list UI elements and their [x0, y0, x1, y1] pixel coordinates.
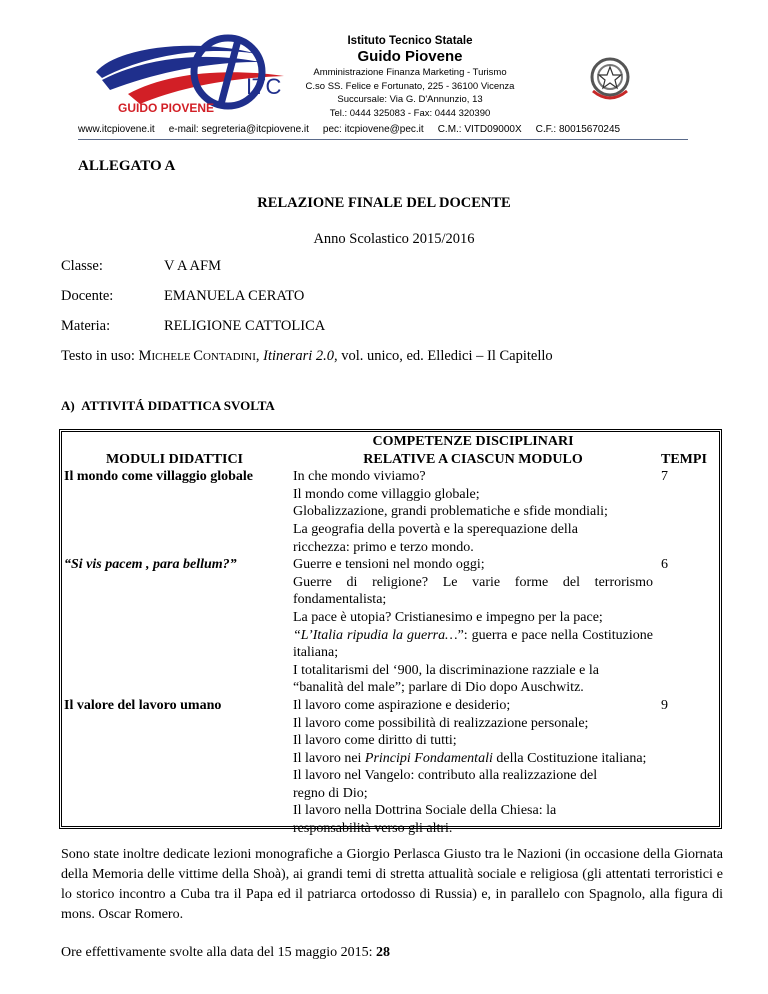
competence-line: La pace è utopia? Cristianesimo e impegno per la pace; [293, 609, 603, 625]
competence-line [293, 750, 653, 768]
competence-part: della Costituzione italiana; [492, 750, 647, 766]
hours-value: 28 [376, 945, 391, 960]
docente-label: Docente: [61, 288, 114, 304]
module-time: 7 [661, 469, 668, 485]
school-info [300, 34, 520, 120]
logo-itc-text: ITC [246, 74, 282, 99]
modules-table [60, 430, 721, 838]
competence-line: Il lavoro come diritto di tutti; [293, 733, 457, 749]
module-competences [289, 556, 657, 697]
competence-line: Guerre di religione? Le varie forme del terrorismo fondamentalista; [293, 574, 653, 608]
competence-line: regno di Dio; [293, 785, 368, 801]
hours-label: Ore effettivamente svolte alla data del 15 maggio 2015: [61, 945, 377, 960]
competence-line: Il lavoro come possibilità di realizzazione personale; [293, 715, 589, 731]
module-name: Il valore del lavoro umano [64, 697, 222, 713]
school-phone: Tel.: 0444 325083 - Fax: 0444 320390 [329, 107, 491, 119]
header-competenze-l2: RELATIVE A CIASCUN MODULO [363, 451, 583, 467]
competence-line: ricchezza: primo e terzo mondo. [293, 539, 474, 555]
table-header-row [60, 430, 721, 468]
competence-line: I totalitarismi del ‘900, la discriminazione razziale e la [293, 662, 599, 678]
competence-line: Il lavoro nel Vangelo: contributo alla realizzazione del [293, 768, 598, 784]
cm-code: C.M.: VITD09000X [437, 124, 522, 135]
school-branch: Succursale: Via G. D'Annunzio, 13 [337, 94, 483, 105]
cf-code: C.F.: 80015670245 [535, 124, 621, 135]
docente-value: EMANUELA CERATO [164, 288, 305, 304]
pec-link[interactable]: pec: itcpiovene@pec.it [322, 124, 424, 135]
module-name: “Si vis pacem , para bellum?” [64, 557, 237, 573]
module-time: 9 [661, 697, 668, 713]
competence-line [293, 627, 653, 662]
competence-line: In che mondo viviamo? [293, 469, 426, 485]
competence-line: responsabilità verso gli altri. [293, 821, 453, 837]
quote-italic: “L’Italia ripudia la guerra… [293, 627, 458, 643]
textbook-title: Itinerari 2.0 [263, 348, 334, 364]
allegato-label: ALLEGATO A [78, 158, 176, 174]
textbook-details: , vol. unico, ed. Elledici – Il Capitello [334, 348, 553, 364]
header-competenze [289, 430, 657, 468]
logo-name-text: GUIDO PIOVENE [118, 101, 215, 115]
module-competences [289, 468, 657, 556]
classe-label: Classe: [61, 258, 103, 274]
school-type: Istituto Tecnico Statale [347, 35, 473, 47]
table-row [60, 697, 721, 838]
page-title: RELAZIONE FINALE DEL DOCENTE [257, 195, 511, 211]
competence-italic: Principi Fondamentali [364, 750, 493, 766]
school-courses: Amministrazione Finanza Marketing - Turismo [313, 67, 507, 78]
module-name: Il mondo come villaggio globale [64, 469, 253, 485]
competence-line: Il lavoro nella Dottrina Sociale della Chiesa: la [293, 803, 557, 819]
textbook-author-initial: M [138, 348, 152, 364]
table-row [60, 468, 721, 556]
header-moduli: MODULI DIDATTICI [105, 451, 244, 467]
competence-line: Il mondo come villaggio globale; [293, 486, 480, 502]
competence-part: Il lavoro nei [293, 750, 365, 766]
textbook-label: Testo in uso: [61, 348, 139, 364]
classe-value: V A AFM [164, 258, 221, 274]
contact-bar [78, 124, 688, 135]
module-time: 6 [661, 557, 668, 573]
summary-paragraph: Sono state inoltre dedicate lezioni monografiche a Giorgio Perlasca Giusto tra le Nazioni (in occasione della Giornata della Memoria delle vittime della Shoà), ai grandi temi di stretta attualità sociale e religiosa (gli attentati terroristici e lo storico incontro a Cuba tra il Papa ed il patriarca ortodosso di Russia) e, in parallelo con Spagnolo, alla figura di mons. Oscar Romero. [61, 847, 723, 922]
competence-line: Guerre e tensioni nel mondo oggi; [293, 557, 485, 573]
competence-line: Il lavoro come aspirazione e desiderio; [293, 697, 511, 713]
textbook-sep: , [255, 348, 264, 364]
competence-line: La geografia della povertà e la sperequazione della [293, 521, 578, 537]
competence-line: Globalizzazione, grandi problematiche e sfide mondiali; [293, 504, 608, 520]
header-competenze-l1: COMPETENZE DISCIPLINARI [372, 434, 574, 449]
textbook-line [61, 348, 553, 365]
website-link[interactable]: www.itcpiovene.it [78, 124, 155, 135]
school-address: C.so SS. Felice e Fortunato, 225 - 36100 Vicenza [305, 80, 515, 92]
header-rule [78, 139, 688, 140]
textbook-author-last-initial: C [193, 348, 203, 364]
module-competences [289, 697, 657, 838]
materia-label: Materia: [61, 318, 111, 334]
school-name: Guido Piovene [357, 48, 463, 65]
textbook-author-last: ONTADINI [202, 351, 256, 363]
materia-value: RELIGIONE CATTOLICA [164, 318, 326, 334]
quote-rest: ”: guerra e pace nella Costituzione italiana; [293, 627, 653, 661]
table-row [60, 556, 721, 697]
school-logo [88, 32, 298, 120]
school-year: Anno Scolastico 2015/2016 [313, 231, 475, 247]
header-tempi: TEMPI [661, 451, 707, 467]
textbook-author-first: ICHELE [151, 351, 194, 363]
republic-emblem-icon [587, 55, 633, 107]
section-heading: A) ATTIVITÁ DIDATTICA SVOLTA [61, 398, 275, 413]
hours-line [61, 945, 390, 961]
email-link[interactable]: e-mail: segreteria@itcpiovene.it [168, 124, 309, 135]
competence-line: “banalità del male”; parlare di Dio dopo Auschwitz. [293, 680, 584, 696]
